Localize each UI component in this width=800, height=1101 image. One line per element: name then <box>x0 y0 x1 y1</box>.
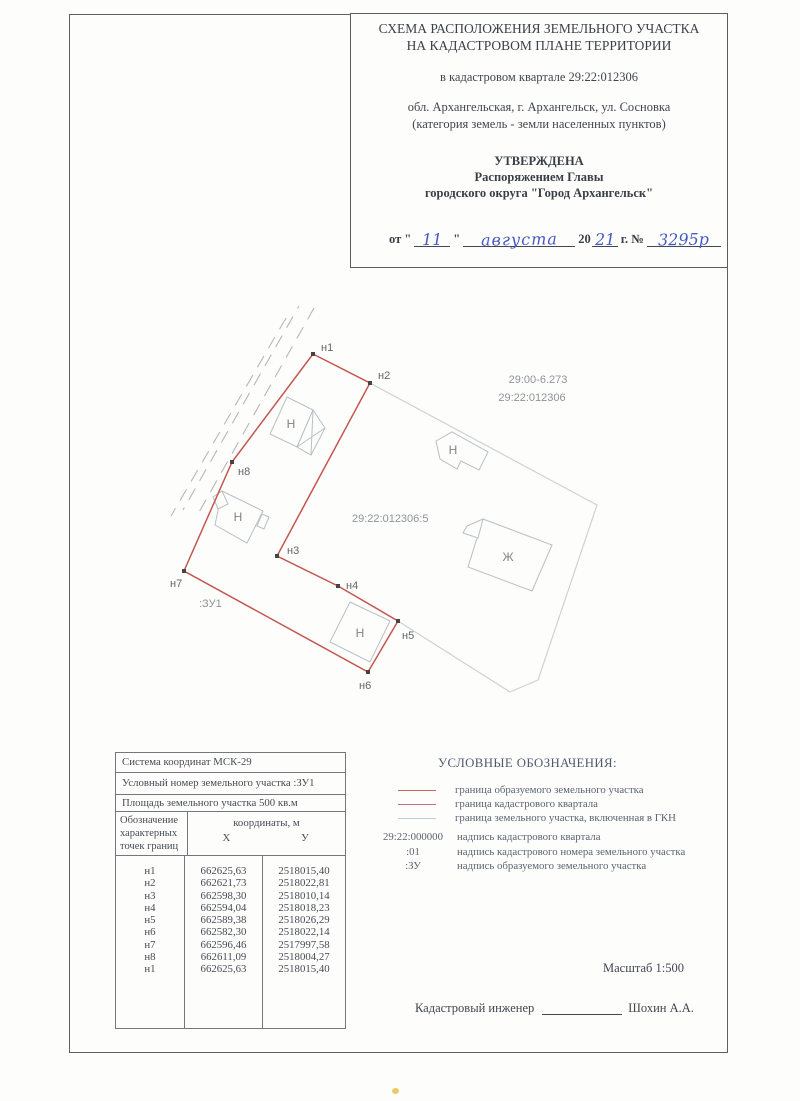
table-header-row <box>116 812 345 856</box>
coord-point-cell: н4 <box>144 901 156 914</box>
date-suffix: г. № <box>620 232 644 246</box>
boundary-point-н6 <box>366 670 370 674</box>
coord-point-cell: н5 <box>144 914 156 927</box>
coord-y-cell: 2518022,81 <box>278 877 330 890</box>
coord-point-cell: н6 <box>144 926 156 939</box>
legend-symbol-items <box>385 830 730 874</box>
coord-point-cell: н7 <box>144 938 156 951</box>
y-column-header: У <box>301 832 309 844</box>
legend-symbol: :ЗУ <box>405 860 421 873</box>
doc-title-line1: СХЕМА РАСПОЛОЖЕНИЯ ЗЕМЕЛЬНОГО УЧАСТКА <box>378 21 700 36</box>
scale-label: Масштаб 1:500 <box>603 961 684 975</box>
approved-stamp-line2: Распоряжением Главы <box>474 170 604 184</box>
coord-y-cell: 2518026,29 <box>278 914 330 927</box>
approved-stamp-line1: УТВЕРЖДЕНА <box>494 154 584 168</box>
address-line1: обл. Архангельская, г. Архангельск, ул. Сосновка <box>407 100 671 114</box>
engineer-line <box>415 1001 694 1016</box>
approved-stamp-line3: городского округа "Город Архангельск" <box>424 186 654 200</box>
coord-y-cell: 2518004,27 <box>278 951 330 964</box>
map-annotation: :ЗУ1 <box>199 598 222 610</box>
legend-item <box>385 859 730 874</box>
coord-point-cell: н2 <box>144 877 156 890</box>
legend-label: граница кадастрового квартала <box>455 798 598 810</box>
coord-y-cell: 2518010,14 <box>278 889 330 902</box>
boundary-point-н2 <box>368 381 372 385</box>
y-values-column <box>262 856 345 1028</box>
legend-line-swatch <box>398 790 436 791</box>
legend-line-swatch <box>398 804 436 805</box>
coord-x-cell: 662621,73 <box>200 877 247 890</box>
road-dashed-line <box>171 318 286 516</box>
coord-y-cell: 2518015,40 <box>278 865 330 877</box>
map-annotation: 29:22:012306 <box>498 392 566 404</box>
boundary-point-н8 <box>230 460 234 464</box>
point-label-н7: н7 <box>170 578 183 590</box>
legend-line-items <box>385 783 730 825</box>
point-labels-column <box>116 856 184 1028</box>
boundary-point-н3 <box>275 554 279 558</box>
legend-label: надпись образуемого земельного участка <box>457 860 647 873</box>
legend-label: граница земельного участка, включенная в ГКН <box>455 812 676 824</box>
coordinates-header: координаты, м <box>233 817 300 829</box>
coord-y-cell: 2518022,14 <box>278 926 330 939</box>
point-label-н8: н8 <box>238 466 251 478</box>
building-letter: Ж <box>502 550 514 564</box>
point-label-н2: н2 <box>378 370 391 382</box>
coord-x-cell: 662625,63 <box>200 865 247 877</box>
map-annotation: 29:00-6.273 <box>508 374 568 386</box>
table-row-coordinate-system: Система координат МСК-29 <box>116 753 345 773</box>
column-header-points: Обозначение характерных точек границ <box>116 812 188 855</box>
legend-symbol: 29:22:000000 <box>383 831 443 844</box>
date-prefix: от " <box>389 232 412 246</box>
signature-blank <box>542 1001 622 1015</box>
point-label-н5: н5 <box>402 630 415 642</box>
coord-x-cell: 662594,04 <box>200 901 247 914</box>
legend-title: УСЛОВНЫЕ ОБОЗНАЧЕНИЯ: <box>438 756 617 770</box>
coord-y-cell: 2517997,58 <box>278 938 330 951</box>
point-label-н4: н4 <box>346 580 359 592</box>
coord-x-cell: 662582,30 <box>200 926 247 939</box>
building-letter: Н <box>355 626 365 640</box>
cadastral-quarter-line: в кадастровом квартале 29:22:012306 <box>440 70 638 84</box>
engineer-label: Кадастровый инженер <box>415 1001 535 1015</box>
handwritten-day: 11 <box>421 229 443 250</box>
map-annotation: 29:22:012306:5 <box>352 513 429 525</box>
building-letter: Н <box>448 443 458 457</box>
coord-point-cell: н8 <box>144 951 156 964</box>
date-close-quote: " <box>453 232 461 246</box>
building-outline <box>436 432 488 470</box>
handwritten-number: 3295р <box>658 229 710 250</box>
boundary-point-н7 <box>182 569 186 573</box>
x-column-header: Х <box>222 832 231 844</box>
title-block <box>350 13 728 268</box>
coord-y-cell: 2518018,23 <box>278 901 330 914</box>
legend-item <box>385 783 730 797</box>
legend-label: надпись кадастрового номера земельного участка <box>457 845 686 858</box>
boundary-point-н5 <box>396 619 400 623</box>
coord-point-cell: н1 <box>144 865 156 877</box>
coord-x-cell: 662611,09 <box>200 951 247 964</box>
date-year-printed: 20 <box>578 232 591 246</box>
table-data-area <box>116 856 345 1028</box>
engineer-name: Шохин А.А. <box>628 1001 694 1015</box>
legend-item <box>385 830 730 845</box>
point-label-н1: н1 <box>321 342 334 354</box>
column-header-coordinates <box>188 812 345 855</box>
coord-point-cell: н3 <box>144 889 156 902</box>
legend-item <box>385 797 730 811</box>
date-month-blank <box>463 226 575 250</box>
building-letter: Н <box>286 417 296 431</box>
date-day-blank <box>414 226 450 250</box>
legend-label: граница образуемого земельного участка <box>455 784 644 796</box>
handwritten-year: 21 <box>594 229 616 250</box>
coord-point-cell: н1 <box>144 963 156 976</box>
x-values-column <box>184 856 262 1028</box>
legend-item <box>385 811 730 825</box>
point-label-н6: н6 <box>359 680 372 692</box>
point-label-н3: н3 <box>287 545 300 557</box>
doc-title-line2: НА КАДАСТРОВОМ ПЛАНЕ ТЕРРИТОРИИ <box>406 38 672 53</box>
table-row-parcel-number: Условный номер земельного участка :ЗУ1 <box>116 773 345 795</box>
coordinates-table <box>115 752 346 1029</box>
boundary-point-н4 <box>336 584 340 588</box>
legend-line-swatch <box>398 818 436 819</box>
boundary-point-н1 <box>311 352 315 356</box>
doc-number-blank <box>647 226 721 250</box>
legend <box>385 756 730 874</box>
table-row-parcel-area: Площадь земельного участка 500 кв.м <box>116 795 345 812</box>
building-letter: Н <box>233 510 243 524</box>
legend-label: надпись кадастрового квартала <box>457 831 601 844</box>
coord-x-cell: 662589,38 <box>200 914 247 927</box>
address-line2: (категория земель - земли населенных пунктов) <box>412 117 666 131</box>
legend-symbol: :01 <box>406 845 420 858</box>
date-year-blank <box>592 226 618 250</box>
coord-x-cell: 662596,46 <box>200 938 247 951</box>
legend-item <box>385 845 730 860</box>
xy-header-row <box>188 832 345 844</box>
coord-x-cell: 662625,63 <box>200 963 247 976</box>
coord-x-cell: 662598,30 <box>200 889 247 902</box>
handwritten-month: августа <box>480 229 558 250</box>
approval-date-line <box>389 226 724 250</box>
coord-y-cell: 2518015,40 <box>278 963 330 976</box>
